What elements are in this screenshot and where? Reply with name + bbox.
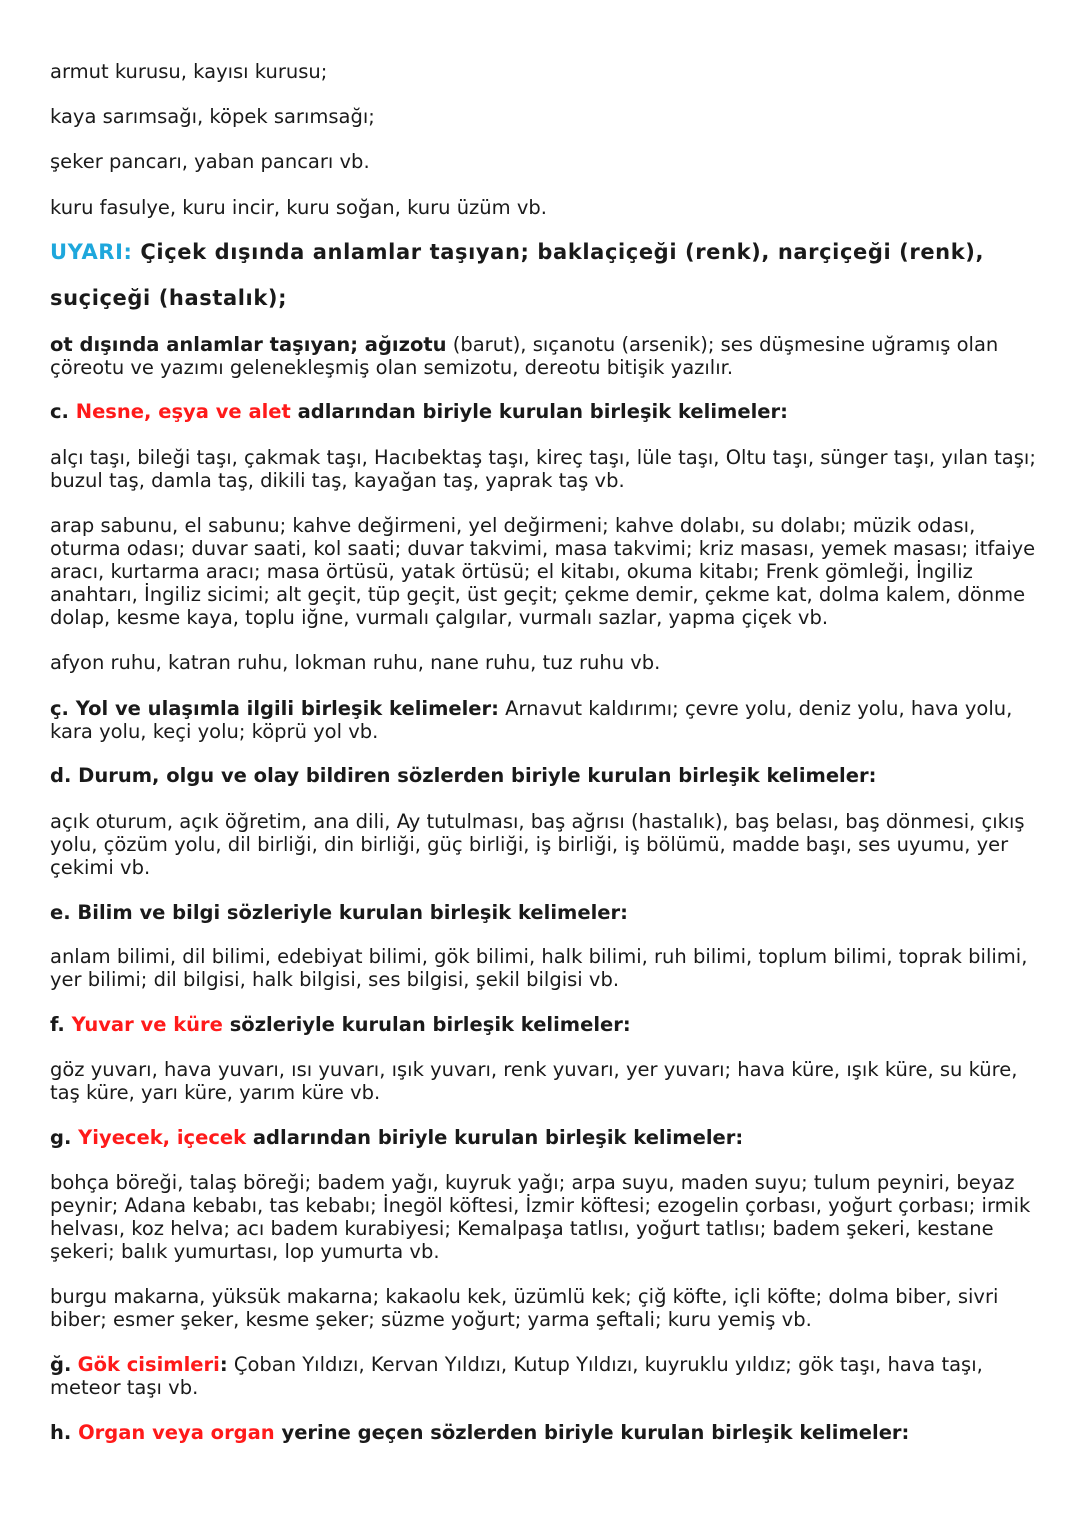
section-d-paragraph: açık oturum, açık öğretim, ana dili, Ay tutulması, baş ağrısı (hastalık), baş belası, baş dönmesi, çıkış yolu, çözüm yolu, dil birliği, din birliği, güç birliği, iş birliği, iş bölümü, madde başı, ses uyumu, yer çekimi vb. [50, 810, 1025, 879]
section-g-prefix: g. [50, 1126, 72, 1149]
section-c-paragraph-2: arap sabunu, el sabunu; kahve değirmeni, yel değirmeni; kahve dolabı, su dolabı; müzik odası, oturma odası; duvar saati, kol saati; duvar takvimi, masa takvimi; kriz masası, yemek masası; itfaiye aracı, kurtarma aracı; masa örtüsü, yatak örtüsü; el kitabı, okuma kitabı; Frenk gömleği, İngiliz anahtarı, İngiliz sicimi; alt geçit, tüp geçit, üst geçit; çekme demir, çekme kat, dolma kalem, dönme dolap, kesme kaya, toplu iğne, vurmalı çalgılar, vurmalı sazlar, yapma çiçek vb. [50, 514, 1036, 629]
section-c-paragraph-3: afyon ruhu, katran ruhu, lokman ruhu, nane ruhu, tuz ruhu vb. [50, 651, 661, 674]
section-c-paragraph-1: alçı taşı, bileği taşı, çakmak taşı, Hacıbektaş taşı, kireç taşı, lüle taşı, Oltu taşı, sünger taşı, yılan taşı; buzul taş, damla taş, dikili taş, kayağan taş, yaprak taş vb. [50, 446, 1036, 492]
section-h-prefix: h. [50, 1421, 72, 1444]
section-c-suffix: adlarından biriyle kurulan birleşik kelimeler: [297, 400, 788, 423]
section-cc-paragraph [50, 697, 1050, 743]
section-h-red: Organ veya organ [78, 1421, 275, 1444]
section-e-heading: e. Bilim ve bilgi sözleriyle kurulan birleşik kelimeler: [50, 901, 628, 924]
section-f-heading [50, 1013, 1050, 1036]
section-gg-red: Gök cisimleri [77, 1353, 220, 1376]
section-g-suffix: adlarından biriyle kurulan birleşik kelimeler: [252, 1126, 744, 1149]
warning-line-1 [50, 240, 1050, 265]
section-c-red: Nesne, eşya ve alet [75, 400, 291, 423]
warning-label: UYARI: [50, 240, 133, 264]
section-gg-prefix: ğ. [50, 1353, 72, 1376]
section-h-heading [50, 1421, 1050, 1444]
section-gg-paragraph [50, 1353, 1050, 1399]
warning-text: Çiçek dışında anlamlar taşıyan; baklaçiçeği (renk), narçiçeği (renk), [140, 240, 985, 264]
section-f-red: Yuvar ve küre [71, 1013, 223, 1036]
ot-rest: (barut), sıçanotu (arsenik); ses düşmesine uğramış olan çöreotu ve yazımı gelenekleşmiş olan semizotu, dereotu bitişik yazılır. [50, 333, 999, 379]
text-line: kaya sarımsağı, köpek sarımsağı; [50, 105, 375, 128]
warning-line-2: suçiçeği (hastalık); [50, 286, 288, 310]
section-c-prefix: c. [50, 400, 69, 423]
ot-paragraph [50, 333, 1050, 379]
ot-bold: ot dışında anlamlar taşıyan; ağızotu [50, 333, 447, 356]
section-gg-rest: Çoban Yıldızı, Kervan Yıldızı, Kutup Yıldızı, kuyruklu yıldız; gök taşı, hava taşı, meteor taşı vb. [50, 1353, 983, 1399]
section-g-paragraph-2: burgu makarna, yüksük makarna; kakaolu kek, üzümlü kek; çiğ köfte, içli köfte; dolma biber, sivri biber; esmer şeker, kesme şeker; süzme yoğurt; yarma şeftali; kuru yemiş vb. [50, 1285, 999, 1331]
section-h-suffix: yerine geçen sözlerden biriyle kurulan birleşik kelimeler: [281, 1421, 910, 1444]
section-d-heading: d. Durum, olgu ve olay bildiren sözlerden biriyle kurulan birleşik kelimeler: [50, 764, 877, 787]
section-cc-rest: Arnavut kaldırımı; çevre yolu, deniz yolu, hava yolu, kara yolu, keçi yolu; köprü yol vb. [50, 697, 1013, 743]
section-f-paragraph: göz yuvarı, hava yuvarı, ısı yuvarı, ışık yuvarı, renk yuvarı, yer yuvarı; hava küre, ışık küre, su küre, taş küre, yarı küre, yarım küre vb. [50, 1058, 1018, 1104]
section-f-suffix: sözleriyle kurulan birleşik kelimeler: [229, 1013, 631, 1036]
section-g-red: Yiyecek, içecek [78, 1126, 247, 1149]
section-cc-bold: ç. Yol ve ulaşımla ilgili birleşik kelimeler: [50, 697, 499, 720]
section-gg-colon: : [219, 1353, 228, 1376]
section-c-heading [50, 400, 1050, 423]
section-g-paragraph-1: bohça böreği, talaş böreği; badem yağı, kuyruk yağı; arpa suyu, maden suyu; tulum peyniri, beyaz peynir; Adana kebabı, tas kebabı; İnegöl köftesi, İzmir köftesi; ezogelin çorbası, yoğurt çorbası; irmik helvası, koz helva; acı badem kurabiyesi; Kemalpaşa tatlısı, yoğurt tatlısı; badem şekeri, kestane şekeri; balık yumurtası, lop yumurta vb. [50, 1171, 1031, 1263]
section-f-prefix: f. [50, 1013, 65, 1036]
text-line: kuru fasulye, kuru incir, kuru soğan, kuru üzüm vb. [50, 196, 547, 219]
section-e-paragraph: anlam bilimi, dil bilimi, edebiyat bilimi, gök bilimi, halk bilimi, ruh bilimi, toplum bilimi, toprak bilimi, yer bilimi; dil bilgisi, halk bilgisi, ses bilgisi, şekil bilgisi vb. [50, 945, 1028, 991]
text-line: armut kurusu, kayısı kurusu; [50, 60, 328, 83]
text-line: şeker pancarı, yaban pancarı vb. [50, 150, 370, 173]
section-g-heading [50, 1126, 1050, 1149]
